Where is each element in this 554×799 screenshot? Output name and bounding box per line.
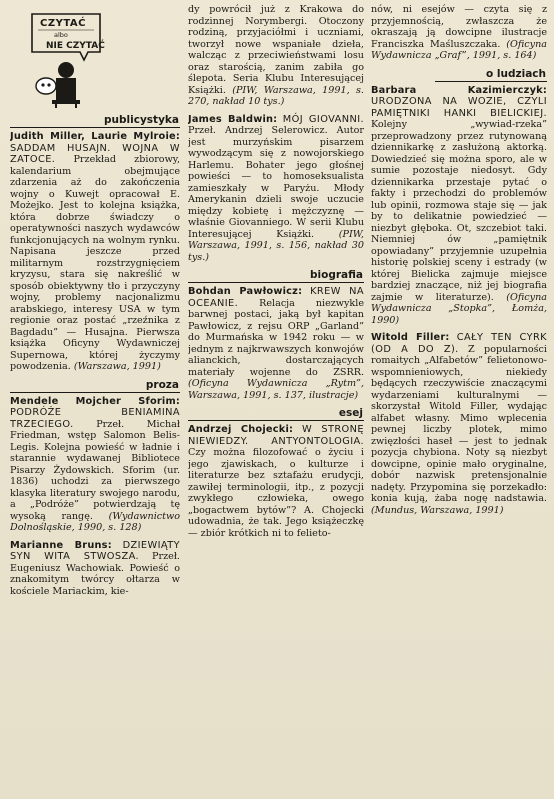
review-author: Marianne Bruns:: [10, 539, 112, 551]
review-title: KREW NA OCEANIE.: [188, 286, 364, 309]
logo-text-bottom: NIE CZYTAĆ: [46, 41, 105, 51]
review-continuation: [371, 4, 547, 62]
review-source: (PIW, Warszawa, 1991, s. 270, nakład 10 tys.): [188, 84, 364, 107]
column-1-content: [10, 114, 180, 597]
review-author: James Baldwin:: [188, 113, 278, 125]
review-author: Mendele Mojcher Sforim:: [10, 395, 180, 407]
review-source: (Oficyna Wydawnicza „Stopka”, Łomża, 1990): [371, 291, 547, 326]
review-author: Witold Filler:: [371, 332, 450, 343]
review-title: MÓJ GIOVANNI.: [282, 113, 364, 125]
column-2: [188, 4, 364, 797]
column-logo: [26, 8, 106, 108]
section-heading: esej: [188, 407, 364, 421]
review-entry: [371, 332, 547, 516]
review-title: URODZONA NA WOZIE, CZYLI PAMIĘTNIKI HANKI BIELICKIEJ.: [371, 96, 547, 119]
review-source: (Wydawnictwo Dolnośląskie, 1990, s. 128): [10, 510, 180, 533]
review-entry: [188, 424, 364, 539]
review-title: PODRÓŻE BENIAMINA TRZECIEGO.: [10, 407, 180, 430]
review-author: Judith Miller, Laurie Mylroie:: [10, 131, 180, 142]
review-body: dy powrócił już z Krakowa do rodzinnej Norymbergi. Otoczony rodziną, przyjaciółmi i uczniami, tworzył nowe wspaniałe dzieła, walcząc z przeciwieństwami losu oraz starością, zanim zabiła go ślepota. Seria Klubu Interesującej Książki.: [188, 4, 364, 96]
section-heading: publicystyka: [10, 114, 180, 128]
review-source: (PIW, Warszawa, 1991, s. 156, nakład 30 tys.): [188, 228, 364, 263]
review-entry: [10, 396, 180, 534]
section-heading: proza: [10, 379, 180, 393]
review-body: Z popularności romaitych „Alfabetów” felietonowo-wspomnieniowych, niekiedy będących rzeczywiście znaczącymi wydarzeniami kulturalnymi — skorzystał Witold Filler, wydając alfabet własny. Mimo wplecenia pewnej liczby plotek, mimo zwięzłości haseł — jest to jednak pozycja chybiona. Noty są niezbyt dowcipne, opinie mało oryginalne, dobór nazwisk pretensjonalnie nadęty. Przypomina się porzekadło: konia kują, żaba nogę nadstawia.: [371, 343, 547, 504]
section-heading: o ludziach: [435, 68, 547, 82]
review-title: W STRONĘ NIEWIEDZY. ANTYONTOLOGIA.: [188, 424, 364, 447]
review-body: Przeł. Eugeniusz Wachowiak. Powieść o znakomitym twórcy ołtarza w kościele Mariackim, kie-: [10, 551, 180, 597]
logo-text-middle: albo: [54, 31, 68, 39]
review-title: DZIEWIĄTY SYN WITA STWOSZA.: [10, 539, 180, 562]
review-source: (Oficyna Wydawnicza „Graf”, 1991, s. 164): [371, 38, 547, 61]
column-1: [10, 4, 180, 797]
review-author: Andrzej Chojecki:: [188, 424, 294, 435]
column-3: [371, 4, 547, 797]
review-source: (Mundus, Warszawa, 1991): [371, 504, 504, 516]
section-heading: biografia: [188, 269, 364, 283]
review-source: (Oficyna Wydawnicza „Rytm”, Warszawa, 1991, s. 137, ilustracje): [188, 378, 364, 401]
review-entry: [10, 131, 180, 373]
review-body: Czy można filozofować o życiu i jego zjawiskach, o kulturze i literaturze bez sztafażu erudycji, zawiłej terminologii, itp., z pozycji zwykłego człowieka, owego „bogactwem bytów”? A. Chojecki udowadnia, że tak. Jego książeczkę — zbiór krótkich ni to felieto-: [188, 447, 364, 539]
review-entry: [371, 85, 547, 327]
review-body: Relacja niezwykle barwnej postaci, jaką był kapitan Pawłowicz, z rejsu ORP „Garland” do Murmańska w 1942 roku — w jednym z najkrwawszych konwojów alianckich, dostarczających materiały wojenne do ZSRR.: [188, 297, 364, 378]
column-2-content: [188, 4, 364, 539]
review-body: Kolejny „wywiad-rzeka” przeprowadzony przez rutynowaną dziennikarkę z zasłużoną aktorką. Dowiedzieć się można sporo, ale w sumie pozostaje niedosyt. Gdy dziennikarka przestaje pytać o fakty i przechodzi do problemów lub opinii, rozmowa staje się — jak by to delikatnie powiedzieć — niezbyt głęboka. Ot, szczebiot taki. Niemniej ów „pamiętnik opowiadany” przyjemnie uzupełnia historię polskiej sceny i estrady (w której Bielicka zajmuje miejsce bardziej znaczące, niż jej biografia zajmie w literaturze).: [371, 119, 547, 303]
review-source: (Warszawa, 1991): [73, 361, 161, 372]
review-body: nów, ni esejów — czyta się z przyjemnością, zwłaszcza że okraszają ją dowcipne ilustracje Franciszka Maśluszczaka.: [371, 4, 547, 50]
review-body: Przeł. Michał Friedman, wstęp Salomon Belis-Legis. Kolejna powieść w ładnie i starannie wydawanej Bibliotece Pisarzy Żydowskich. Sforim (ur. 1836) uchodzi za pierwszego klasyka literatury swojego narodu, a „Podróże” potwierdzają tę wysoką rangę.: [10, 418, 180, 522]
review-author: Barbara Kazimierczyk:: [371, 84, 547, 96]
review-entry: [188, 114, 364, 264]
review-entry: [10, 540, 180, 598]
review-author: Bohdan Pawłowicz:: [188, 286, 303, 297]
logo-text-top: CZYTAĆ: [40, 18, 86, 29]
review-body: Przekład zbiorowy, kalendarium obejmujące zdarzenia aż do zakończenia wojny o Kuwejt opracował E. Możejko. Jest to kolejna książka, która dobrze świadczy o operatywności naszych wydawców funkcjonujących na wolnym rynku. Napisana jeszcze przed militarnym rozstrzygnięciem kryzysu, stara się nakreślić w sposób obiektywny tło i przyczyny wojny, problemy nacjonalizmu arabskiego, interesy USA w tym regionie oraz postać „rzeźnika z Bagdadu” — Husajna. Pierwsza książka Oficyny Wydawniczej Supernowa, której życzymy powodzenia.: [10, 154, 180, 372]
column-3-content: [371, 4, 547, 516]
review-title: SADDAM HUSAJN. WOJNA W ZATOCE.: [10, 142, 180, 165]
review-continuation: [188, 4, 364, 108]
review-title: CAŁY TEN CYRK (OD A DO Z).: [371, 332, 547, 355]
review-body: Przeł. Andrzej Selerowicz. Autor jest murzyńskim pisarzem wywodzącym się z nowojorskiego Harlemu. Bohater jego głośnej powieści — to homoseksualista zamieszkały w Paryżu. Młody Amerykanin dzieli swoje uczucie między kobietę i mężczyznę — właśnie Giovanniego. W serii Klubu Interesującej Książki.: [188, 125, 364, 240]
review-entry: [188, 286, 364, 401]
